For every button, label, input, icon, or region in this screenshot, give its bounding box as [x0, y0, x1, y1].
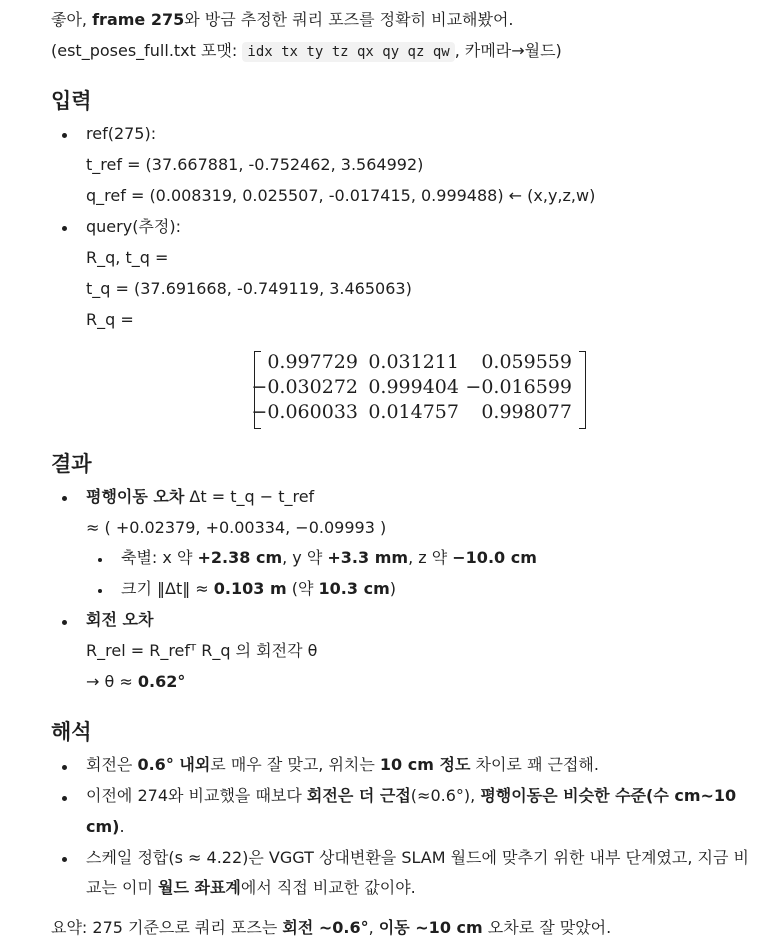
interp-bold: 회전은 더 근접 [306, 786, 411, 805]
magnitude-text: 크기 ‖Δt‖ ≈ [121, 579, 214, 598]
magnitude-text: ) [389, 579, 396, 598]
axis-z-value: −10.0 cm [452, 548, 537, 567]
r-q-line: R_q = [86, 310, 134, 329]
matrix-right-bracket [579, 351, 586, 429]
intro-text: 좋아, [51, 10, 93, 29]
interp-text: 교는 이미 [86, 878, 158, 897]
axis-text: 축별: x 약 [121, 548, 198, 567]
interp-text: 로 매우 잘 맞고, 위치는 [210, 755, 380, 774]
section-heading-result: 결과 [51, 452, 92, 476]
magnitude-m: 0.103 m [213, 579, 287, 598]
interp-text: 이전에 274와 비교했을 때보다 [86, 786, 307, 805]
magnitude-text: (약 [286, 579, 319, 598]
translation-title: 평행이동 오차 [86, 487, 185, 506]
interp-text: 차이로 꽤 근접해. [470, 755, 599, 774]
bullet-dot [62, 765, 67, 770]
summary-text: 오차로 잘 맞았어. [482, 918, 612, 937]
bullet-dot [62, 133, 67, 138]
sub-bullet-dot [98, 558, 102, 562]
matrix-cell: −0.016599 [465, 376, 572, 398]
bullet-dot [62, 796, 67, 801]
matrix-cell: 0.014757 [368, 401, 459, 423]
translation-eq: Δt = t_q − t_ref [184, 487, 315, 506]
interp-line-3b [86, 872, 416, 903]
matrix-cell: 0.997729 [267, 351, 358, 373]
query-label: query(추정): [86, 217, 181, 236]
interp-line-2b [86, 811, 125, 842]
interp-text: 회전은 [86, 755, 138, 774]
magnitude-cm: 10.3 cm [318, 579, 390, 598]
t-ref-line: t_ref = (37.667881, -0.752462, 3.564992) [86, 155, 424, 174]
interp-bold: 월드 좌표계 [158, 878, 241, 897]
matrix-cell: −0.060033 [251, 401, 358, 423]
interp-line-1 [86, 749, 599, 780]
intro-line-1 [51, 4, 514, 35]
q-ref-line: q_ref = (0.008319, 0.025507, -0.017415, 0.999488) ← (x,y,z,w) [86, 186, 596, 205]
rotation-eq: R_rel = R_refᵀ R_q 의 회전각 θ [86, 641, 318, 660]
section-heading-input: 입력 [51, 89, 92, 113]
interp-bold: 평행이동은 비슷한 수준(수 cm~10 [480, 786, 737, 805]
interp-line-2 [86, 780, 736, 811]
format-text: (est_poses_full.txt 포맷: [51, 41, 243, 60]
rotation-title [86, 604, 153, 635]
matrix-cell: 0.999404 [368, 376, 459, 398]
summary-bold: 회전 ~0.6° [282, 918, 369, 937]
matrix-cell: 0.031211 [368, 351, 459, 373]
intro-line-2 [51, 35, 562, 68]
t-q-line: t_q = (37.691668, -0.749119, 3.465063) [86, 279, 412, 298]
interp-bold: 10 cm 정도 [379, 755, 471, 774]
summary-line [51, 912, 611, 943]
magnitude-line [121, 573, 396, 604]
interp-bold: cm) [86, 817, 120, 836]
interp-line-3: 스케일 정합(s ≈ 4.22)은 VGGT 상대변환을 SLAM 월드에 맞추기 위한 내부 단계였고, 지금 비 [86, 848, 749, 867]
bullet-dot [62, 857, 67, 862]
axis-text: , z 약 [408, 548, 453, 567]
sub-bullet-dot [98, 589, 102, 593]
axis-x-value: +2.38 cm [197, 548, 283, 567]
translation-title-line [86, 481, 314, 512]
rotation-text: → θ ≈ [86, 672, 138, 691]
translation-value: ≈ ( +0.02379, +0.00334, −0.09993 ) [86, 518, 387, 537]
summary-text: 요약: 275 기준으로 쿼리 포즈는 [51, 918, 283, 937]
intro-text: 와 방금 추정한 쿼리 포즈를 정확히 비교해봤어. [184, 10, 514, 29]
interp-bold: 0.6° 내외 [137, 755, 211, 774]
format-text: , 카메라→월드) [454, 41, 562, 60]
interp-text: (≈0.6°), [410, 786, 481, 805]
rotation-value-line [86, 666, 185, 697]
interp-text: 에서 직접 비교한 값이야. [240, 878, 416, 897]
summary-text: , [368, 918, 379, 937]
rotation-title-text: 회전 오차 [86, 610, 154, 629]
axis-text: , y 약 [282, 548, 328, 567]
rq-tq-line: R_q, t_q = [86, 248, 169, 267]
matrix-cell: 0.998077 [481, 401, 572, 423]
bullet-dot [62, 226, 67, 231]
frame-label: frame 275 [92, 10, 185, 29]
rotation-matrix [251, 351, 586, 429]
bullet-dot [62, 620, 67, 625]
summary-bold: 이동 ~10 cm [378, 918, 483, 937]
interp-text: . [119, 817, 125, 836]
axis-errors-line [121, 542, 537, 573]
format-code: idx tx ty tz qx qy qz qw [242, 42, 454, 62]
matrix-cell: 0.059559 [481, 351, 572, 373]
section-heading-interpretation: 해석 [51, 720, 92, 744]
ref-label: ref(275): [86, 124, 157, 143]
bullet-dot [62, 496, 67, 501]
matrix-cell: −0.030272 [251, 376, 358, 398]
rotation-value: 0.62° [137, 672, 186, 691]
axis-y-value: +3.3 mm [327, 548, 409, 567]
